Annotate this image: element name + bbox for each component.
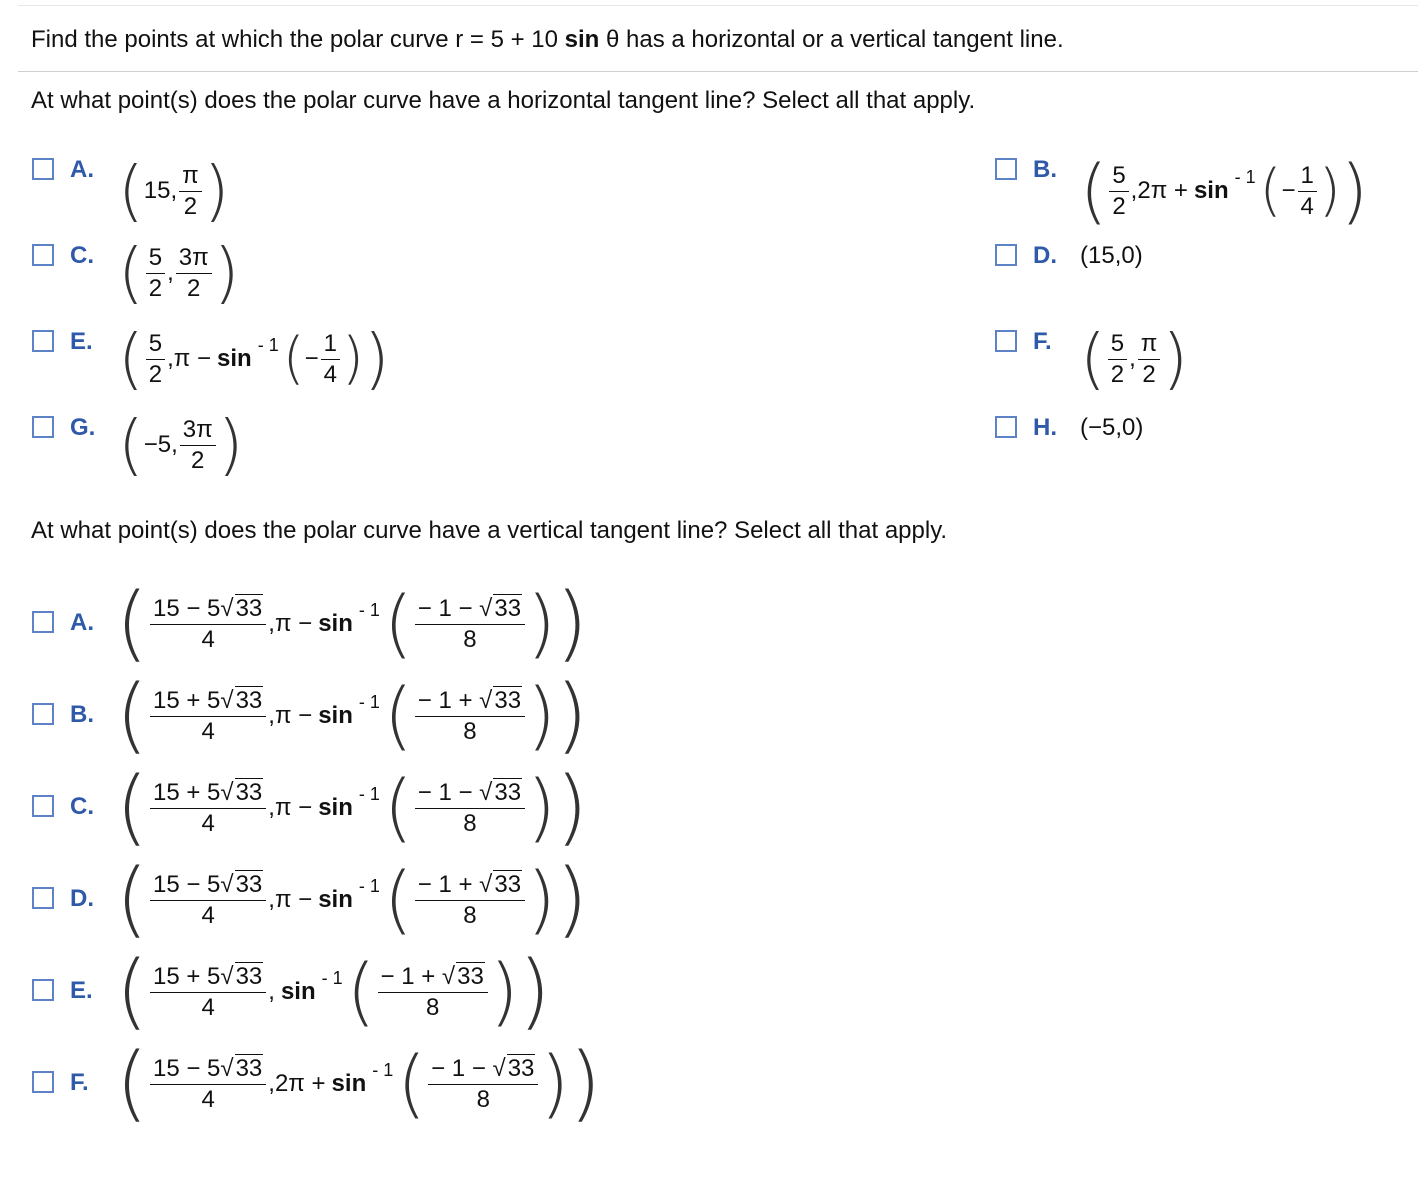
v-option-a-expr: ( $\frac{15 - 5√33}{4}$ ,π − sin - 1 ( $\frac{- 1 - √33}{8}$ ) ) [116, 576, 588, 671]
h-option-e-expr: ( $\frac{5}{2}$ ,π − sin - 1 ( − $\frac{1}{4}$ ) ) [118, 320, 390, 397]
h-option-a-letter: A. [70, 156, 94, 183]
h-option-b-letter: B. [1033, 156, 1057, 183]
v-option-b-expr: ( $\frac{15 + 5√33}{4}$ ,π − sin - 1 ( $\frac{- 1 + √33}{8}$ ) ) [116, 668, 588, 763]
h-option-e-checkbox[interactable] [32, 330, 54, 352]
top-border [18, 5, 1418, 6]
h-option-f-letter: F. [1033, 328, 1052, 355]
question-text: Find the points at which the polar curve r = 5 + 10 sin θ has a horizontal or a vertical tangent line. [31, 26, 1064, 53]
h-option-h-letter: H. [1033, 414, 1057, 441]
v-option-f-expr: ( $\frac{15 - 5√33}{4}$ ,2π + sin - 1 ( $\frac{- 1 - √33}{8}$ ) ) [116, 1036, 602, 1131]
h-option-b-expr: ( $\frac{5}{2}$ ,2π + sin - 1 ( − $\frac{1}{4}$ ) ) [1080, 150, 1369, 232]
h-option-d-checkbox[interactable] [995, 244, 1017, 266]
v-option-c-letter: C. [70, 793, 94, 820]
h-option-h-expr: (−5,0) [1080, 414, 1144, 441]
v-option-c-checkbox[interactable] [32, 795, 54, 817]
divider [18, 71, 1418, 72]
h-option-c-expr: ( $\frac{5}{2}$ , $\frac{3\pi}{2}$ ) [118, 234, 240, 311]
h-option-g-checkbox[interactable] [32, 416, 54, 438]
h-option-f-expr: ( $\frac{5}{2}$ , $\frac{\pi}{2}$ ) [1080, 320, 1189, 397]
v-option-e-checkbox[interactable] [32, 979, 54, 1001]
h-option-h-checkbox[interactable] [995, 416, 1017, 438]
v-option-d-checkbox[interactable] [32, 887, 54, 909]
v-option-f-letter: F. [70, 1069, 89, 1096]
h-option-d-expr: (15,0) [1080, 242, 1143, 269]
h-option-b-checkbox[interactable] [995, 158, 1017, 180]
v-option-b-letter: B. [70, 701, 94, 728]
vertical-prompt: At what point(s) does the polar curve have a vertical tangent line? Select all that apply. [31, 517, 948, 544]
v-option-a-letter: A. [70, 609, 94, 636]
v-option-d-expr: ( $\frac{15 - 5√33}{4}$ ,π − sin - 1 ( $\frac{- 1 + √33}{8}$ ) ) [116, 852, 588, 947]
v-option-c-expr: ( $\frac{15 + 5√33}{4}$ ,π − sin - 1 ( $\frac{- 1 - √33}{8}$ ) ) [116, 760, 588, 855]
h-option-f-checkbox[interactable] [995, 330, 1017, 352]
h-option-a-expr: ( 15, $\frac{\pi}{2}$ ) [118, 152, 230, 229]
v-option-e-letter: E. [70, 977, 93, 1004]
h-option-c-checkbox[interactable] [32, 244, 54, 266]
v-option-f-checkbox[interactable] [32, 1071, 54, 1093]
h-option-d-letter: D. [1033, 242, 1057, 269]
v-option-e-expr: ( $\frac{15 + 5√33}{4}$ , sin - 1 ( $\frac{- 1 + √33}{8}$ ) ) [116, 944, 551, 1039]
h-option-g-letter: G. [70, 414, 96, 441]
horizontal-prompt: At what point(s) does the polar curve have a horizontal tangent line? Select all that apply. [31, 87, 976, 114]
h-option-a-checkbox[interactable] [32, 158, 54, 180]
h-option-g-expr: ( −5, $\frac{3\pi}{2}$ ) [118, 406, 244, 483]
v-option-a-checkbox[interactable] [32, 611, 54, 633]
h-option-e-letter: E. [70, 328, 93, 355]
v-option-b-checkbox[interactable] [32, 703, 54, 725]
h-option-c-letter: C. [70, 242, 94, 269]
v-option-d-letter: D. [70, 885, 94, 912]
